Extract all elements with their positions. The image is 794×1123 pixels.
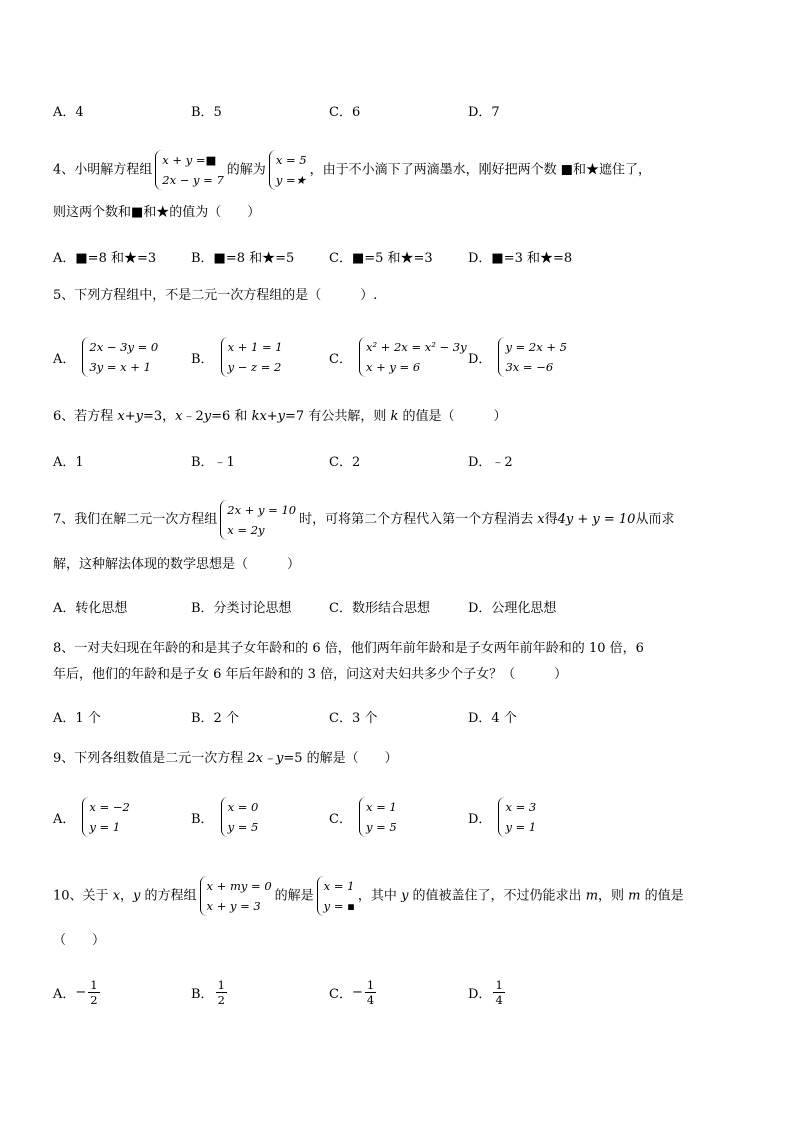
q10-option-a-fraction: $\frac{1}{2}$ <box>90 977 98 1007</box>
q8-option-a[interactable]: A．1 个 <box>53 710 101 726</box>
q4-system-1: x + y =■ 2x − y = 7 <box>155 150 224 190</box>
q10-option-a[interactable]: A． − $\frac{1}{2}$ <box>53 977 98 1007</box>
q4-option-c[interactable]: C．■=5 和★=3 <box>329 250 433 266</box>
q6-option-a[interactable]: A．1 <box>53 454 84 470</box>
q3-option-d[interactable]: D．7 <box>468 104 500 120</box>
q7-option-a[interactable]: A．转化思想 <box>53 600 128 616</box>
q10-option-c-fraction: $\frac{1}{4}$ <box>366 977 375 1007</box>
q8-options <box>53 696 753 736</box>
q7-option-b[interactable]: B．分类讨论思想 <box>191 600 292 616</box>
q10-stem: 10、关于 x，y 的方程组 x + my = 0 x + y = 3 的解是 x = 1 y = ▪ ，其中 y 的值被盖住了，不过仍能求出 m，则 m 的值是 <box>53 876 684 916</box>
q10-option-c[interactable]: C． − $\frac{1}{4}$ <box>329 977 375 1007</box>
q5-stem: 5、下列方程组中，不是二元一次方程组的是（ ）. <box>53 288 378 303</box>
q3-option-a[interactable]: A．4 <box>53 104 84 120</box>
q10-option-b[interactable]: B． $\frac{1}{2}$ <box>191 977 225 1007</box>
q5-option-d[interactable]: D． y = 2x + 5 3x = −6 <box>468 337 570 377</box>
q5-option-b-system: x + 1 = 1 y − z = 2 <box>221 337 283 377</box>
q8-stem-line1: 8、一对夫妇现在年龄的和是其子女年龄和的 6 倍，他们两年前年龄和是子女两年前年龄和的 10 倍，6 <box>53 641 644 656</box>
q8-option-d[interactable]: D．4 个 <box>468 710 517 726</box>
q3-option-b[interactable]: B．5 <box>191 104 222 120</box>
q8-stem-line2: 年后，他们的年龄和是子女 6 年后年龄和的 3 倍，问这对夫妇共多少个子女？（ ） <box>53 667 568 682</box>
q10-system-2: x = 1 y = ▪ <box>317 876 355 916</box>
q8-option-c[interactable]: C．3 个 <box>329 710 378 726</box>
q7-system: 2x + y = 10 x = 2y <box>220 500 296 540</box>
q7-options <box>53 586 753 626</box>
q3-option-c[interactable]: C．6 <box>329 104 361 120</box>
q5-option-b[interactable]: B． x + 1 = 1 y − z = 2 <box>191 337 286 377</box>
q5-option-c[interactable]: C． x² + 2x = x² − 3y x + y = 6 <box>329 337 470 377</box>
q9-option-d[interactable]: D． x = 3 y = 1 <box>468 797 539 837</box>
q10-stem-line2: （ ） <box>53 933 106 948</box>
q7-option-c[interactable]: C．数形结合思想 <box>329 600 430 616</box>
q4-options <box>53 236 753 276</box>
q9-option-c[interactable]: C． x = 1 y = 5 <box>329 797 400 837</box>
q6-option-b[interactable]: B．﹣1 <box>191 454 235 470</box>
q6-options <box>53 440 753 480</box>
q5-options <box>53 337 753 377</box>
q4-system-2: x = 5 y =★ <box>269 150 307 190</box>
q4-option-a[interactable]: A．■=8 和★=3 <box>53 250 157 266</box>
q9-option-b-system: x = 0 y = 5 <box>221 797 259 837</box>
q9-option-a[interactable]: A． x = −2 y = 1 <box>53 797 133 837</box>
q7-stem-line2: 解，这种解法体现的数学思想是（ ） <box>53 557 301 572</box>
q8-option-b[interactable]: B．2 个 <box>191 710 239 726</box>
q10-option-d[interactable]: D． $\frac{1}{4}$ <box>468 977 503 1007</box>
q4-option-b[interactable]: B．■=8 和★=5 <box>191 250 295 266</box>
q4-stem-line2: 则这两个数和■和★的值为（ ） <box>53 205 261 220</box>
q5-option-a[interactable]: A． 2x − 3y = 0 3y = x + 1 <box>53 337 161 377</box>
q7-stem: 7、我们在解二元一次方程组 2x + y = 10 x = 2y 时，可将第二个方程代入第一个方程消去 x得4y + y = 10从而求 <box>53 498 674 542</box>
q10-options <box>53 972 753 1012</box>
q4-stem: 4、小明解方程组 x + y =■ 2x − y = 7 的解为 x = 5 y =★ ，由于不小滴下了两滴墨水，刚好把两个数 ■和★遮住了， <box>53 150 651 190</box>
q5-option-c-system: x² + 2x = x² − 3y x + y = 6 <box>359 337 467 377</box>
q9-options <box>53 797 753 837</box>
q9-option-a-system: x = −2 y = 1 <box>82 797 129 837</box>
q7-option-d[interactable]: D．公理化思想 <box>468 600 557 616</box>
q9-option-d-system: x = 3 y = 1 <box>498 797 536 837</box>
q10-option-b-fraction: $\frac{1}{2}$ <box>217 977 225 1007</box>
q9-option-b[interactable]: B． x = 0 y = 5 <box>191 797 261 837</box>
q5-option-d-system: y = 2x + 5 3x = −6 <box>498 337 567 377</box>
q9-option-c-system: x = 1 y = 5 <box>359 797 397 837</box>
q6-stem: 6、若方程 x+y=3，x﹣2y=6 和 kx+y=7 有公共解，则 k 的值是（ ） <box>53 409 507 424</box>
q5-option-a-system: 2x − 3y = 0 3y = x + 1 <box>82 337 158 377</box>
q10-system-1: x + my = 0 x + y = 3 <box>200 876 272 916</box>
q6-option-c[interactable]: C．2 <box>329 454 361 470</box>
q4-option-d[interactable]: D．■=3 和★=8 <box>468 250 573 266</box>
q10-option-d-fraction: $\frac{1}{4}$ <box>495 977 503 1007</box>
q9-stem: 9、下列各组数值是二元一次方程 2x﹣y=5 的解是（ ） <box>53 751 398 766</box>
q3-options <box>53 90 753 130</box>
q6-option-d[interactable]: D．﹣2 <box>468 454 513 470</box>
